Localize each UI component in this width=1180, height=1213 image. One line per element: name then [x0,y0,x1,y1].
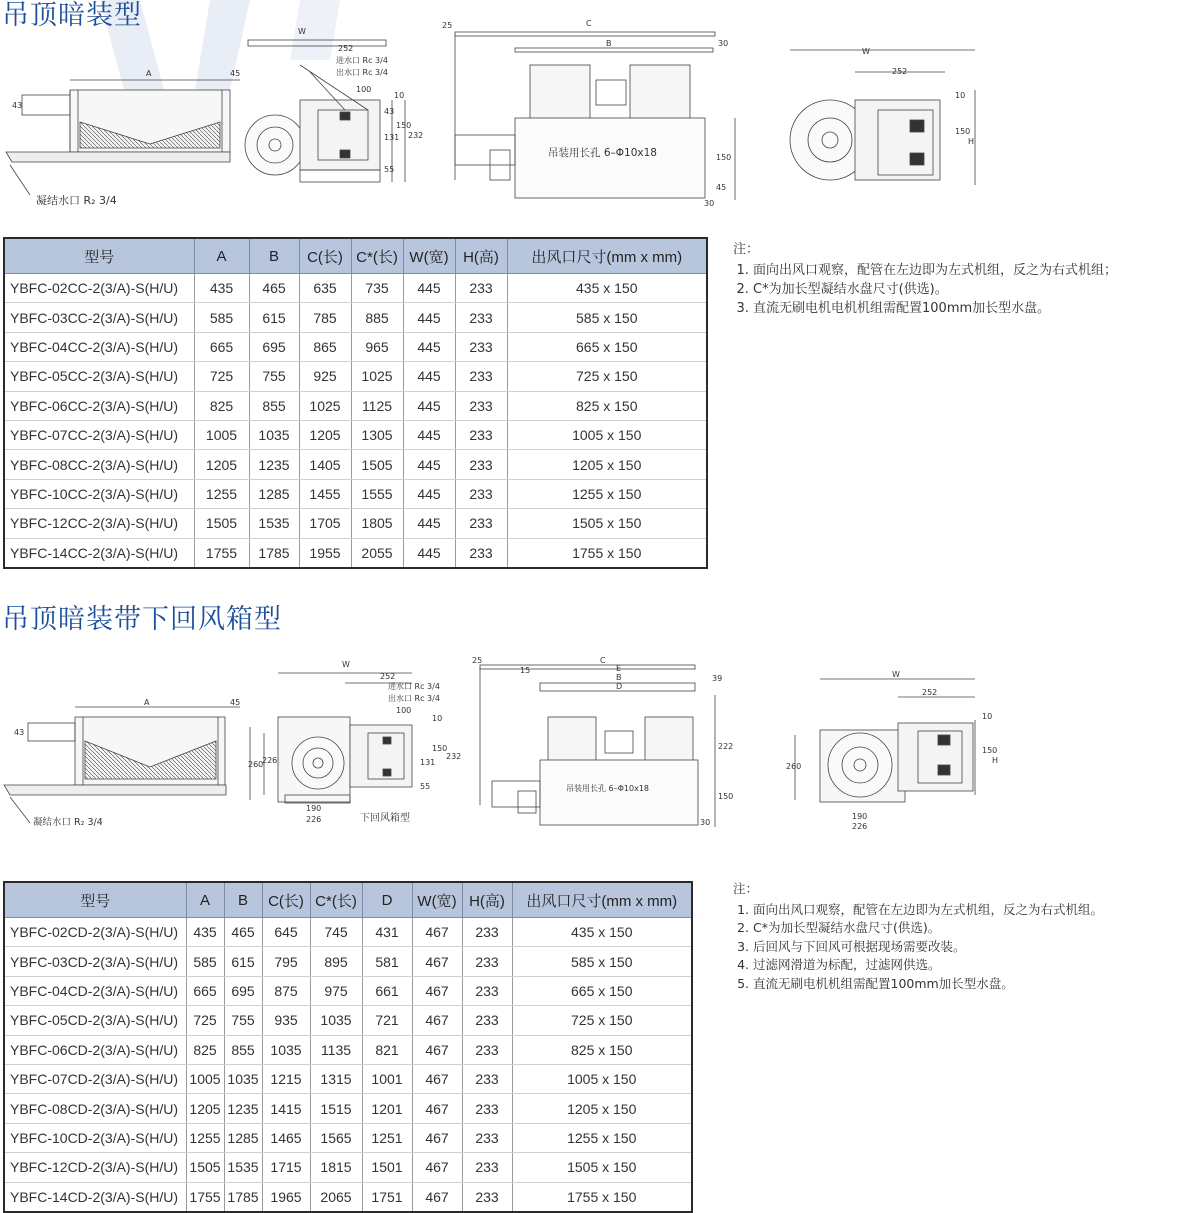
table-cell: 233 [462,1035,512,1064]
column-header: 型号 [4,882,186,918]
svg-text:25: 25 [442,21,453,30]
table-cell: 435 x 150 [512,918,692,947]
table-cell: 467 [412,947,462,976]
svg-text:100: 100 [356,85,372,94]
svg-text:出水口 Rc 3/4: 出水口 Rc 3/4 [388,694,440,703]
model-cell: YBFC-04CC-2(3/A)-S(H/U) [4,332,194,361]
table-row [4,1153,692,1182]
model-cell: YBFC-05CC-2(3/A)-S(H/U) [4,362,194,391]
spec-table [3,237,708,569]
column-header: A [186,882,224,918]
table-cell: 1565 [310,1123,362,1152]
table-cell: 1455 [299,479,351,508]
table-cell: 665 x 150 [512,976,692,1005]
dimension-drawing [0,655,1000,830]
table-cell: 1035 [249,420,299,449]
model-cell: YBFC-08CC-2(3/A)-S(H/U) [4,450,194,479]
table-row [4,1094,692,1123]
table-cell: 233 [462,1153,512,1182]
note-item: 1. 面向出风口观察，配管在左边即为左式机组，反之为右式机组。 [753,901,1103,920]
table-cell: 467 [412,1035,462,1064]
table-cell: 445 [403,391,455,420]
table-cell: 1255 x 150 [507,479,707,508]
table-cell: 467 [412,1094,462,1123]
svg-text:150: 150 [396,121,412,130]
table-cell: 1705 [299,509,351,538]
table-cell: 1535 [249,509,299,538]
table-cell: 1135 [310,1035,362,1064]
table-cell: 1035 [262,1035,310,1064]
svg-text:39: 39 [712,674,723,683]
table-cell: 233 [462,1094,512,1123]
table-cell: 825 [194,391,249,420]
column-header: D [362,882,412,918]
table-cell: 445 [403,450,455,479]
table-cell: 721 [362,1006,412,1035]
svg-text:260: 260 [786,762,802,771]
table-cell: 875 [262,976,310,1005]
table-row [4,332,707,361]
table-cell: 1255 [186,1123,224,1152]
table-cell: 725 [194,362,249,391]
table-cell: 435 x 150 [507,274,707,303]
table-cell: 233 [462,947,512,976]
svg-text:150: 150 [718,792,734,801]
column-header: B [249,238,299,274]
svg-text:W: W [298,27,306,36]
table-cell: 445 [403,274,455,303]
table-cell: 795 [262,947,310,976]
table-cell: 233 [462,1064,512,1093]
notes-heading: 注： [733,881,759,896]
table-cell: 1315 [310,1064,362,1093]
table-cell: 1755 [186,1182,224,1212]
table-cell: 1465 [262,1123,310,1152]
table-cell: 585 [186,947,224,976]
table-cell: 635 [299,274,351,303]
svg-text:43: 43 [14,728,25,737]
table-cell: 1205 x 150 [507,450,707,479]
model-cell: YBFC-14CC-2(3/A)-S(H/U) [4,538,194,568]
table-cell: 1025 [351,362,403,391]
table-cell: 1305 [351,420,403,449]
table-cell: 1535 [224,1153,262,1182]
model-cell: YBFC-05CD-2(3/A)-S(H/U) [4,1006,186,1035]
table-cell: 1005 [186,1064,224,1093]
table-cell: 233 [455,479,507,508]
column-header: C(长) [262,882,310,918]
svg-text:131: 131 [384,133,400,142]
table-cell: 825 x 150 [512,1035,692,1064]
table-cell: 1201 [362,1094,412,1123]
table-cell: 1505 x 150 [507,509,707,538]
table-row [4,1035,692,1064]
table-cell: 1005 x 150 [507,420,707,449]
table-cell: 1815 [310,1153,362,1182]
notes-heading: 注： [733,242,760,257]
svg-text:226: 226 [306,815,322,824]
column-header: H(高) [455,238,507,274]
table-cell: 1035 [310,1006,362,1035]
table-cell: 1215 [262,1064,310,1093]
table-cell: 821 [362,1035,412,1064]
table-row [4,538,707,568]
table-cell: 615 [224,947,262,976]
table-cell: 965 [351,332,403,361]
table-row [4,303,707,332]
table-cell: 661 [362,976,412,1005]
svg-text:下回风箱型: 下回风箱型 [360,813,410,824]
table-cell: 467 [412,976,462,1005]
table-cell: 233 [462,1123,512,1152]
table-cell: 855 [249,391,299,420]
svg-text:252: 252 [922,688,938,697]
table-cell: 1251 [362,1123,412,1152]
table-cell: 233 [455,450,507,479]
note-item: 3. 直流无刷电机电机机组需配置100mm加长型水盘。 [753,299,1117,318]
svg-text:100: 100 [396,706,412,715]
table-cell: 465 [224,918,262,947]
table-cell: 745 [310,918,362,947]
table-cell: 445 [403,303,455,332]
svg-text:252: 252 [892,67,908,76]
model-cell: YBFC-06CD-2(3/A)-S(H/U) [4,1035,186,1064]
table-cell: 735 [351,274,403,303]
table-row [4,1182,692,1212]
svg-text:A: A [146,69,152,78]
svg-text:D: D [616,682,623,691]
table-cell: 1965 [262,1182,310,1212]
table-cell: 233 [455,538,507,568]
table-cell: 431 [362,918,412,947]
table-cell: 1505 [186,1153,224,1182]
notes-block [733,880,1103,993]
table-cell: 1955 [299,538,351,568]
svg-text:190: 190 [306,804,322,813]
table-cell: 1235 [224,1094,262,1123]
table-cell: 1205 x 150 [512,1094,692,1123]
svg-text:W: W [342,660,350,669]
table-cell: 1405 [299,450,351,479]
table-cell: 1255 [194,479,249,508]
svg-text:10: 10 [394,91,405,100]
table-cell: 2065 [310,1182,362,1212]
table-cell: 1785 [224,1182,262,1212]
table-cell: 1285 [249,479,299,508]
notes-block [733,240,1117,318]
table-cell: 1505 [194,509,249,538]
svg-text:H: H [968,137,975,146]
table-cell: 467 [412,1182,462,1212]
column-header: 出风口尺寸(mm x mm) [512,882,692,918]
svg-text:30: 30 [704,199,715,208]
table-cell: 885 [351,303,403,332]
svg-text:10: 10 [432,714,443,723]
column-header: C*(长) [310,882,362,918]
dimension-drawing [0,10,1000,215]
column-header: C*(长) [351,238,403,274]
svg-text:W: W [862,47,870,56]
table-cell: 1005 [194,420,249,449]
table-cell: 445 [403,538,455,568]
table-cell: 233 [455,509,507,538]
svg-text:131: 131 [420,758,436,767]
table-cell: 233 [455,420,507,449]
svg-text:260: 260 [248,760,264,769]
table-cell: 1025 [299,391,351,420]
svg-text:凝结水口 R₂ 3/4: 凝结水口 R₂ 3/4 [33,817,103,828]
table-cell: 581 [362,947,412,976]
svg-text:10: 10 [955,91,966,100]
svg-text:45: 45 [716,183,727,192]
table-cell: 233 [462,1006,512,1035]
note-item: 2. C*为加长型凝结水盘尺寸(供选)。 [753,280,1117,299]
table-cell: 1501 [362,1153,412,1182]
svg-text:进水口 Rc 3/4: 进水口 Rc 3/4 [388,682,440,691]
table-cell: 445 [403,420,455,449]
svg-text:43: 43 [384,107,395,116]
column-header: 出风口尺寸(mm x mm) [507,238,707,274]
table-cell: 1125 [351,391,403,420]
table-cell: 585 x 150 [507,303,707,332]
svg-text:凝结水口 R₂ 3/4: 凝结水口 R₂ 3/4 [36,194,117,207]
svg-text:150: 150 [432,744,448,753]
table-cell: 855 [224,1035,262,1064]
svg-text:222: 222 [718,742,734,751]
table-cell: 1255 x 150 [512,1123,692,1152]
table-row [4,450,707,479]
svg-text:C: C [586,19,592,28]
model-cell: YBFC-07CD-2(3/A)-S(H/U) [4,1064,186,1093]
note-item: 1. 面向出风口观察，配管在左边即为左式机组，反之为右式机组； [753,261,1117,280]
table-cell: 1001 [362,1064,412,1093]
table-cell: 233 [455,274,507,303]
svg-text:43: 43 [12,101,23,110]
svg-text:226: 226 [262,756,278,765]
table-cell: 1751 [362,1182,412,1212]
svg-text:B: B [606,39,612,48]
model-cell: YBFC-10CC-2(3/A)-S(H/U) [4,479,194,508]
column-header: H(高) [462,882,512,918]
table-cell: 895 [310,947,362,976]
model-cell: YBFC-12CD-2(3/A)-S(H/U) [4,1153,186,1182]
model-cell: YBFC-14CD-2(3/A)-S(H/U) [4,1182,186,1212]
table-row [4,362,707,391]
svg-text:H: H [992,756,999,765]
table-cell: 233 [455,362,507,391]
svg-text:吊装用长孔 6–Φ10x18: 吊装用长孔 6–Φ10x18 [566,784,650,793]
table-header-row [4,238,707,274]
table-cell: 445 [403,479,455,508]
column-header: W(宽) [412,882,462,918]
table-cell: 467 [412,1006,462,1035]
svg-text:150: 150 [955,127,971,136]
table-row [4,1064,692,1093]
note-item: 4. 过滤网滑道为标配，过滤网供选。 [753,956,1103,975]
table-cell: 695 [224,976,262,1005]
column-header: W(宽) [403,238,455,274]
table-cell: 645 [262,918,310,947]
table-cell: 233 [462,1182,512,1212]
svg-text:30: 30 [718,39,729,48]
svg-text:252: 252 [338,44,354,53]
model-cell: YBFC-07CC-2(3/A)-S(H/U) [4,420,194,449]
table-cell: 445 [403,332,455,361]
svg-text:B: B [616,673,622,682]
table-cell: 725 x 150 [507,362,707,391]
svg-text:进水口 Rc 3/4: 进水口 Rc 3/4 [336,56,388,65]
table-cell: 695 [249,332,299,361]
table-cell: 585 x 150 [512,947,692,976]
table-row [4,918,692,947]
column-header: C(长) [299,238,351,274]
column-header: B [224,882,262,918]
table-cell: 1755 x 150 [512,1182,692,1212]
section-title: 吊顶暗装带下回风箱型 [2,604,282,635]
table-cell: 825 [186,1035,224,1064]
table-row [4,947,692,976]
table-row [4,1123,692,1152]
table-cell: 935 [262,1006,310,1035]
table-cell: 1505 [351,450,403,479]
model-cell: YBFC-12CC-2(3/A)-S(H/U) [4,509,194,538]
table-cell: 445 [403,362,455,391]
model-cell: YBFC-04CD-2(3/A)-S(H/U) [4,976,186,1005]
table-cell: 1205 [186,1094,224,1123]
svg-text:226: 226 [852,822,868,831]
svg-text:150: 150 [716,153,732,162]
table-cell: 1785 [249,538,299,568]
table-row [4,976,692,1005]
section-title: 吊顶暗装型 [2,0,142,31]
table-row [4,509,707,538]
model-cell: YBFC-03CD-2(3/A)-S(H/U) [4,947,186,976]
table-cell: 1005 x 150 [512,1064,692,1093]
table-row [4,391,707,420]
table-cell: 233 [462,918,512,947]
svg-text:45: 45 [230,69,241,78]
table-cell: 1415 [262,1094,310,1123]
table-cell: 1755 x 150 [507,538,707,568]
table-cell: 725 x 150 [512,1006,692,1035]
table-cell: 1505 x 150 [512,1153,692,1182]
table-cell: 435 [186,918,224,947]
table-cell: 825 x 150 [507,391,707,420]
svg-text:55: 55 [384,165,395,174]
svg-text:30: 30 [700,818,711,827]
table-cell: 1035 [224,1064,262,1093]
column-header: A [194,238,249,274]
table-cell: 233 [455,391,507,420]
table-cell: 233 [455,332,507,361]
model-cell: YBFC-03CC-2(3/A)-S(H/U) [4,303,194,332]
note-item: 3. 后回风与下回风可根据现场需要改装。 [753,938,1103,957]
svg-text:252: 252 [380,672,396,681]
table-cell: 233 [462,976,512,1005]
table-row [4,274,707,303]
table-cell: 467 [412,1064,462,1093]
table-cell: 435 [194,274,249,303]
svg-text:25: 25 [472,656,483,665]
table-cell: 615 [249,303,299,332]
note-item: 2. C*为加长型凝结水盘尺寸(供选)。 [753,919,1103,938]
model-cell: YBFC-10CD-2(3/A)-S(H/U) [4,1123,186,1152]
svg-text:55: 55 [420,782,431,791]
table-cell: 725 [186,1006,224,1035]
table-cell: 467 [412,1153,462,1182]
table-cell: 445 [403,509,455,538]
table-cell: 755 [249,362,299,391]
table-cell: 1805 [351,509,403,538]
table-cell: 585 [194,303,249,332]
table-cell: 465 [249,274,299,303]
table-cell: 975 [310,976,362,1005]
table-cell: 1235 [249,450,299,479]
table-cell: 1555 [351,479,403,508]
table-cell: 1515 [310,1094,362,1123]
table-cell: 865 [299,332,351,361]
svg-text:45: 45 [230,698,241,707]
table-cell: 467 [412,1123,462,1152]
table-cell: 755 [224,1006,262,1035]
table-cell: 233 [455,303,507,332]
table-cell: 665 [194,332,249,361]
table-cell: 2055 [351,538,403,568]
table-row [4,420,707,449]
table-cell: 1205 [194,450,249,479]
table-row [4,1006,692,1035]
table-cell: 1715 [262,1153,310,1182]
table-cell: 665 [186,976,224,1005]
table-cell: 467 [412,918,462,947]
spec-table [3,881,693,1213]
table-cell: 1285 [224,1123,262,1152]
svg-text:A: A [144,698,150,707]
svg-text:C: C [600,656,606,665]
svg-text:10: 10 [982,712,993,721]
note-item: 5. 直流无刷电机机组需配置100mm加长型水盘。 [753,975,1103,994]
model-cell: YBFC-02CC-2(3/A)-S(H/U) [4,274,194,303]
model-cell: YBFC-02CD-2(3/A)-S(H/U) [4,918,186,947]
svg-text:190: 190 [852,812,868,821]
svg-text:232: 232 [446,752,462,761]
svg-text:15: 15 [520,666,531,675]
svg-text:吊装用长孔 6–Φ10x18: 吊装用长孔 6–Φ10x18 [548,147,657,159]
table-cell: 925 [299,362,351,391]
table-cell: 1205 [299,420,351,449]
column-header: 型号 [4,238,194,274]
svg-text:出水口 Rc 3/4: 出水口 Rc 3/4 [336,68,388,77]
svg-text:150: 150 [982,746,998,755]
svg-text:E: E [616,664,622,673]
table-cell: 1755 [194,538,249,568]
model-cell: YBFC-08CD-2(3/A)-S(H/U) [4,1094,186,1123]
svg-text:232: 232 [408,131,424,140]
model-cell: YBFC-06CC-2(3/A)-S(H/U) [4,391,194,420]
table-cell: 785 [299,303,351,332]
svg-text:W: W [892,670,900,679]
table-header-row [4,882,692,918]
table-row [4,479,707,508]
table-cell: 665 x 150 [507,332,707,361]
